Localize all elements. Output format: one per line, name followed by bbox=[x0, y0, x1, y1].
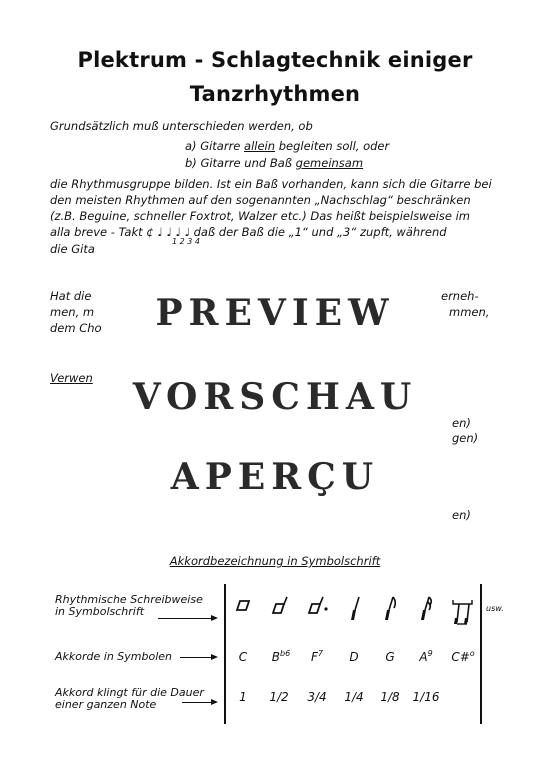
chord-symbol: C bbox=[238, 650, 248, 664]
paragraph-line: (z.B. Beguine, schneller Foxtrot, Walzer etc.) Das heißt beispielsweise im bbox=[50, 209, 470, 223]
chord-symbol: $A^9$ bbox=[419, 649, 433, 664]
quarter-slash-icon bbox=[348, 596, 362, 622]
duration-value: 1/8 bbox=[380, 690, 400, 704]
partial-text: en) bbox=[452, 416, 471, 430]
paragraph-line: den meisten Rhythmen auf den sogenannten „Nachschlag“ beschränken bbox=[50, 193, 471, 207]
arrow-icon bbox=[158, 618, 216, 619]
partial-text: erneh- bbox=[441, 289, 479, 303]
sixteenth-slash-icon bbox=[418, 596, 434, 622]
paragraph-line: die Rhythmusgruppe bilden. Ist ein Baß vorhanden, kann sich die Gitarre bei bbox=[50, 177, 492, 191]
duration-value: 1/4 bbox=[344, 690, 364, 704]
arrow-icon bbox=[182, 702, 216, 703]
chord-symbol: G bbox=[385, 650, 395, 664]
watermark-vorschau: VORSCHAU bbox=[132, 376, 418, 418]
whole-slash-icon bbox=[234, 598, 252, 614]
chord-symbol: $F^7$ bbox=[311, 649, 323, 664]
title-line-2: Tanzrhythmen bbox=[189, 82, 361, 106]
usw-label: usw. bbox=[486, 604, 504, 613]
dotted-half-slash-icon bbox=[306, 596, 330, 622]
triplet-slash-icon bbox=[450, 598, 476, 628]
arrow-icon bbox=[180, 657, 216, 658]
watermark-preview: PREVIEW bbox=[155, 292, 395, 334]
partial-text: Verwen bbox=[50, 371, 93, 385]
partial-text: Hat die bbox=[50, 289, 92, 303]
option-a: a) Gitarre allein begleiten soll, oder bbox=[185, 139, 390, 153]
half-slash-icon bbox=[270, 596, 290, 622]
eighth-slash-icon bbox=[382, 596, 398, 622]
duration-value: 1/2 bbox=[269, 690, 289, 704]
partial-text: en) bbox=[452, 508, 471, 522]
duration-value: 1/16 bbox=[412, 690, 440, 704]
paragraph-line: alla breve - Takt ¢ ♩ ♩ ♩ ♩ daß der Baß die „1“ und „3“ zupft, während bbox=[50, 225, 447, 239]
row-label-duration: Akkord klingt für die Dauer einer ganzen Note bbox=[55, 686, 204, 711]
chord-symbol: $B^{b6}$ bbox=[271, 649, 291, 664]
section-title: Akkordbezeichnung in Symbolschrift bbox=[169, 554, 381, 568]
chord-symbol: C#$^o$ bbox=[451, 649, 475, 664]
beat-numbers: 1 2 3 4 bbox=[172, 237, 200, 246]
partial-text: men, m bbox=[50, 305, 95, 319]
paragraph-line: die Gita bbox=[50, 242, 95, 256]
intro-text: Grundsätzlich muß unterschieden werden, ob bbox=[50, 119, 313, 133]
watermark-apercu: APERÇU bbox=[170, 456, 380, 498]
partial-text: mmen, bbox=[449, 305, 490, 319]
option-b: b) Gitarre und Baß gemeinsam bbox=[185, 156, 364, 170]
partial-text: gen) bbox=[452, 431, 479, 445]
table-divider bbox=[480, 584, 482, 724]
duration-value: 1 bbox=[239, 690, 247, 704]
title-line-1: Plektrum - Schlagtechnik einiger bbox=[77, 48, 473, 72]
row-label-rhythm: Rhythmische Schreibweise in Symbolschrift bbox=[55, 593, 203, 618]
row-label-chords: Akkorde in Symbolen bbox=[55, 650, 173, 663]
chord-symbol: D bbox=[349, 650, 359, 664]
partial-text: dem Cho bbox=[50, 321, 102, 335]
duration-value: 3/4 bbox=[307, 690, 327, 704]
